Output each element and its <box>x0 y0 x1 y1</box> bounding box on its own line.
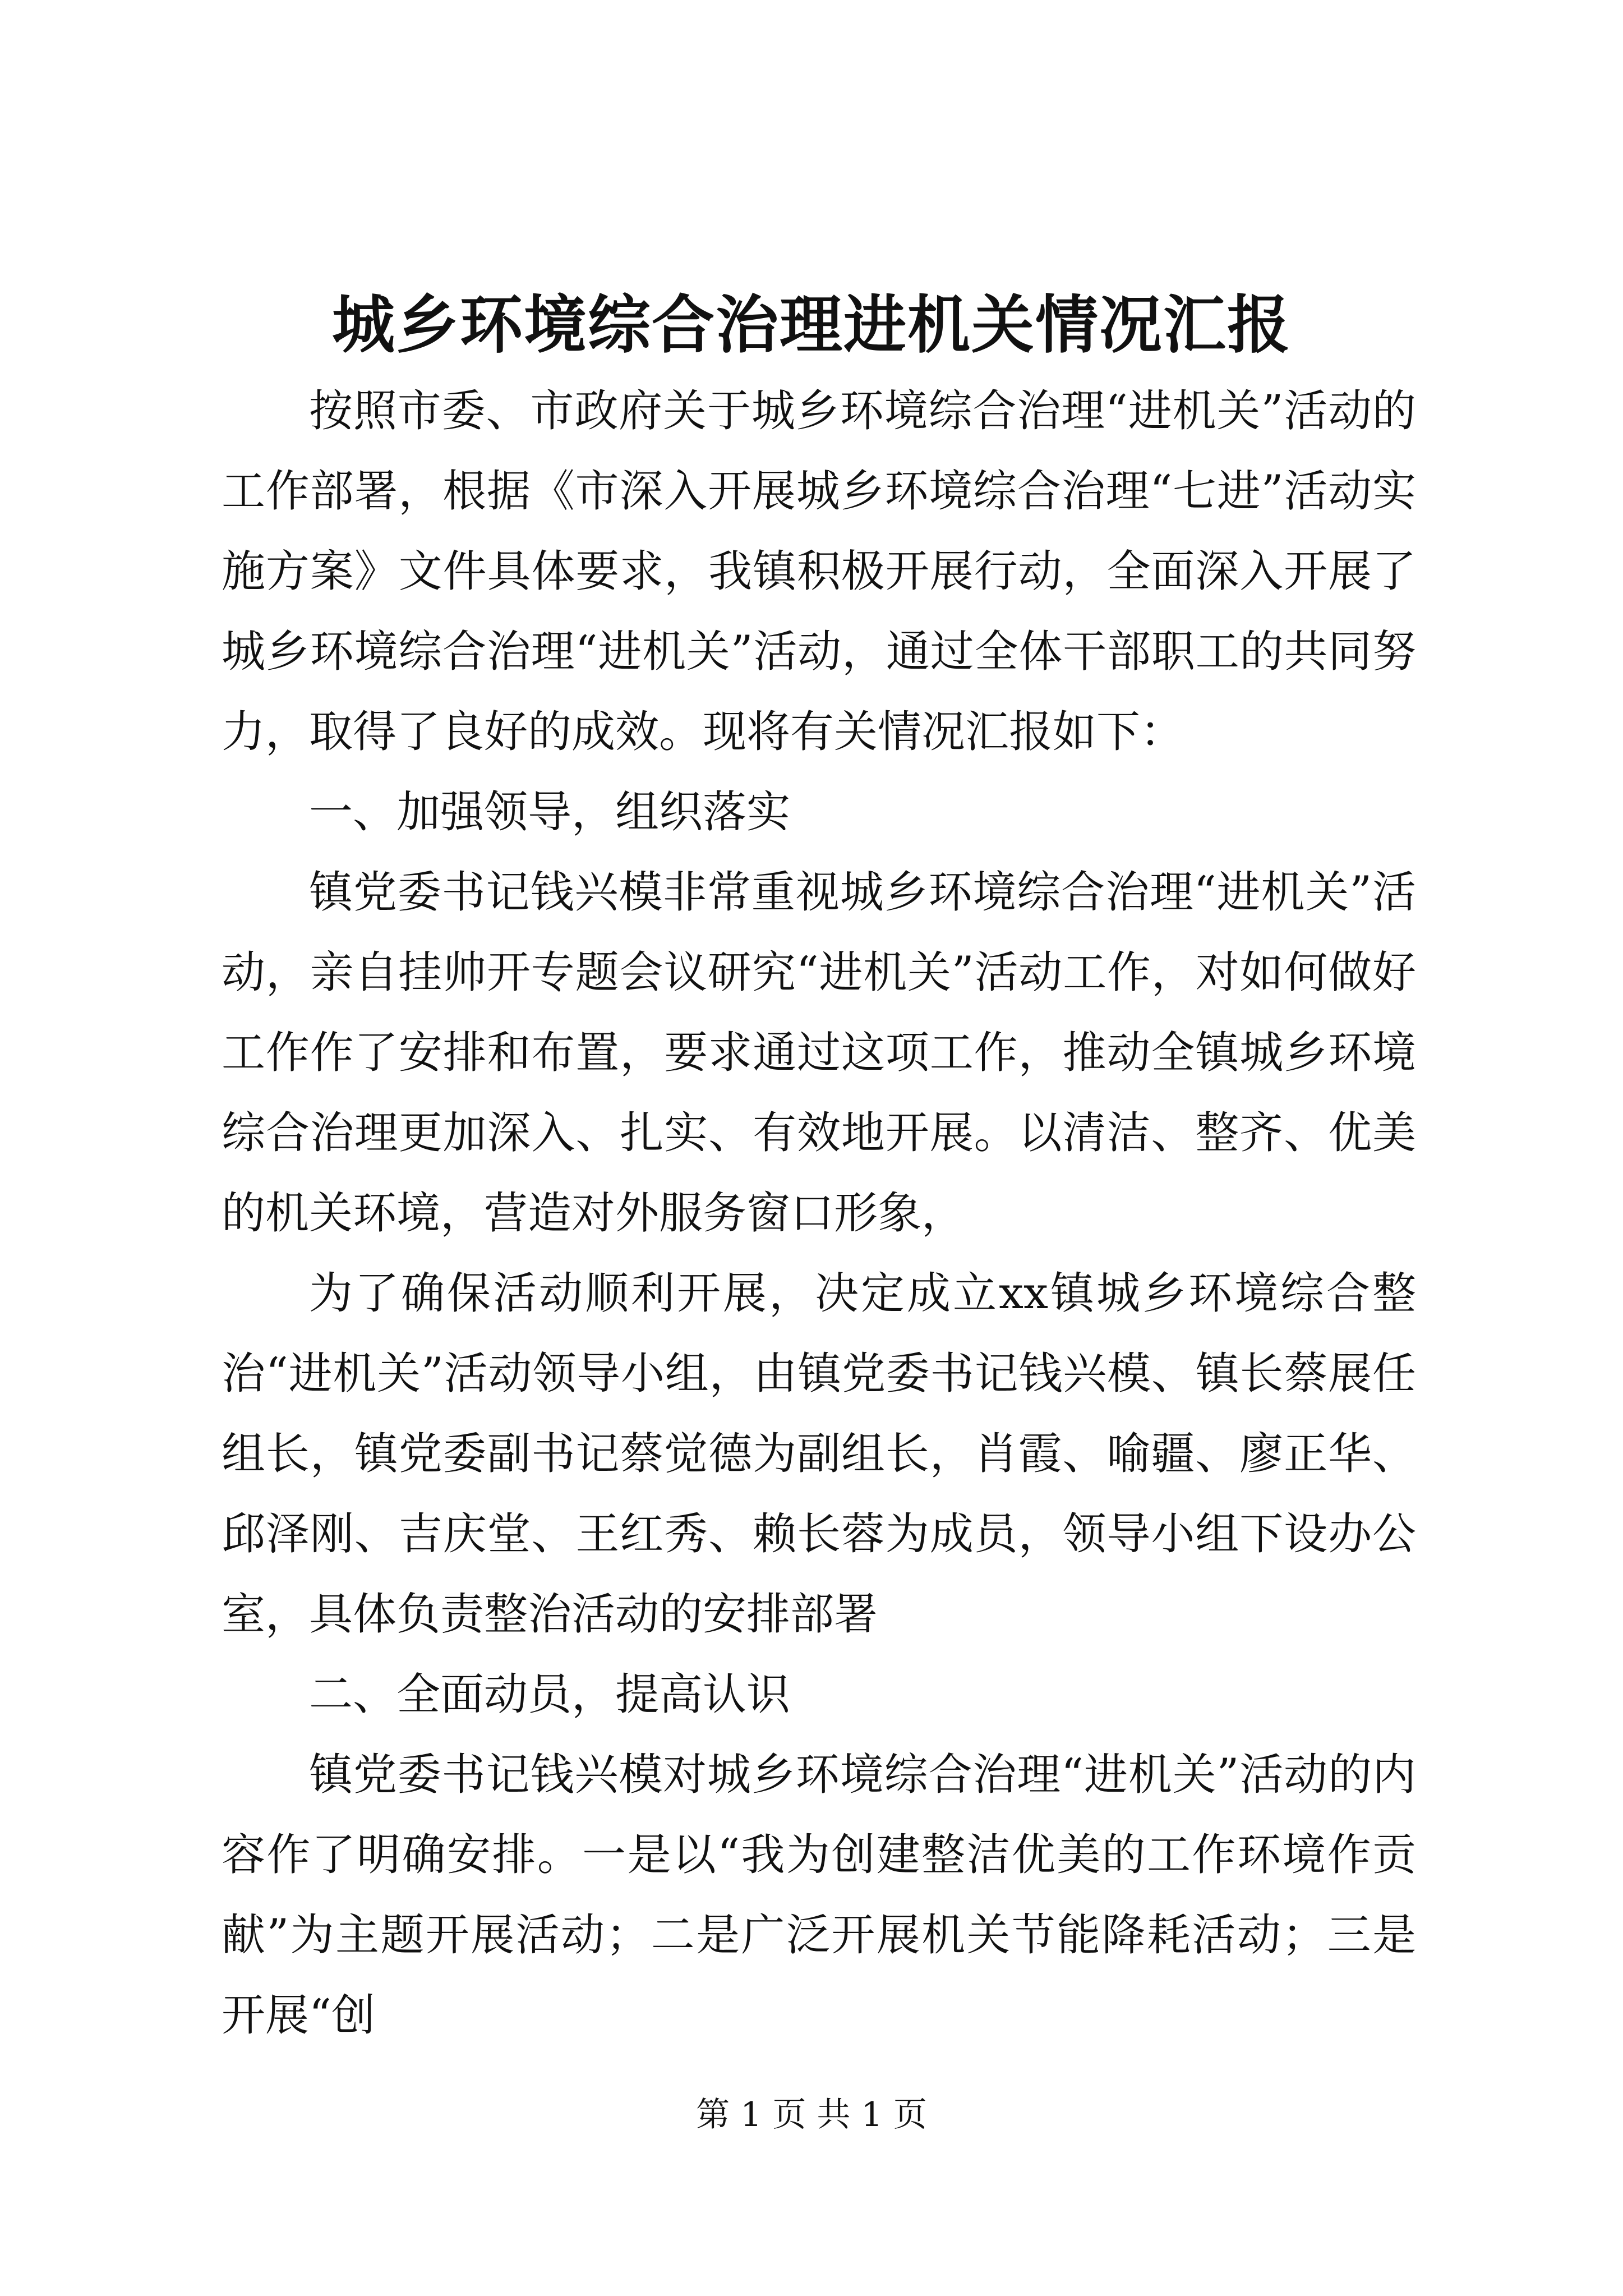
paragraph-leading-group: 为了确保活动顺利开展，决定成立xx镇城乡环境综合整治“进机关”活动领导小组，由镇党委书记钱兴模、镇长蔡展任组长，镇党委副书记蔡觉德为副组长，肖霞、喻疆、廖正华、邱泽刚、吉庆堂、王红秀、赖长蓉为成员，领导小组下设办公室，具体负责整治活动的安排部署 <box>222 1268 1416 1640</box>
paragraph-leadership: 镇党委书记钱兴模非常重视城乡环境综合治理“进机关”活动，亲自挂帅开专题会议研究“进机关”活动工作，对如何做好工作作了安排和布置，要求通过这项工作，推动全镇城乡环境综合治理更加深入、扎实、有效地开展。以清洁、整齐、优美的机关环境，营造对外服务窗口形象， <box>222 867 1416 1239</box>
page-footer: 第 1 页 共 1 页 <box>696 2095 927 2134</box>
document-body <box>222 371 1416 2056</box>
document-title: 城乡环境综合治理进机关情况汇报 <box>332 288 1291 362</box>
paragraph-mobilization: 镇党委书记钱兴模对城乡环境综合治理“进机关”活动的内容作了明确安排。一是以“我为创建整洁优美的工作环境作贡献”为主题开展活动；二是广泛开展机关节能降耗活动；三是开展“创 <box>222 1750 1416 2041</box>
section-heading-2: 二、全面动员，提高认识 <box>309 1669 791 1720</box>
section-heading-1: 一、加强领导，组织落实 <box>309 787 791 838</box>
paragraph-intro: 按照市委、市政府关于城乡环境综合治理“进机关”活动的工作部署，根据《市深入开展城乡环境综合治理“七进”活动实施方案》文件具体要求，我镇积极开展行动，全面深入开展了城乡环境综合治理“进机关”活动，通过全体干部职工的共同努力，取得了良好的成效。现将有关情况汇报如下： <box>222 386 1416 757</box>
